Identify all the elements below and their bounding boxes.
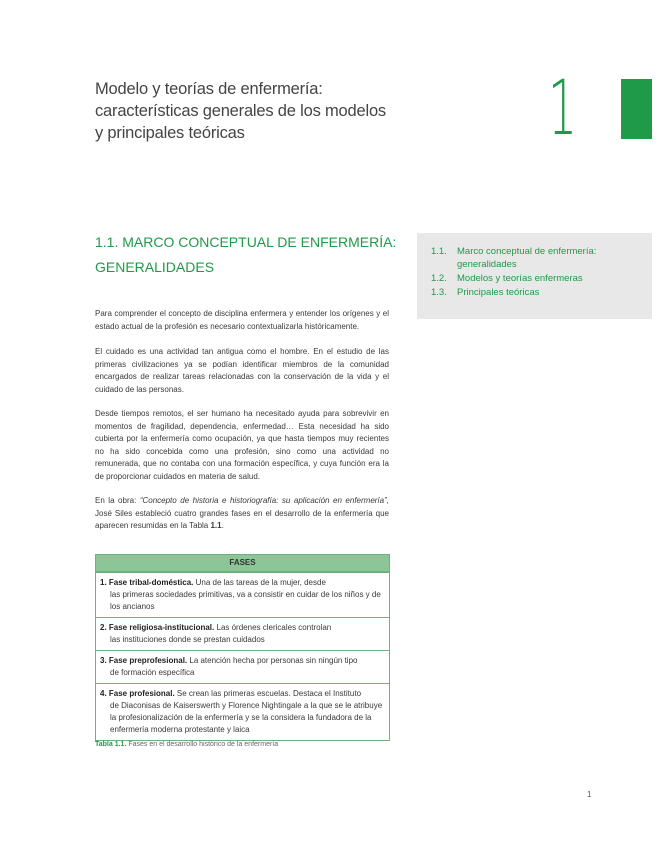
table-row [96,572,389,617]
text-run: . [221,521,224,530]
toc-item-label: Modelos y teorías enfermeras [457,273,583,284]
toc-item-number: 1.3. [431,287,447,298]
table-row [96,650,389,683]
text-run: José Siles estableció cuatro grandes fases en el desarrollo de la enfermería que aparecen resumidas en la Tabla [95,508,389,530]
toc-item-label: Marco conceptual de enfermería: generalidades [457,246,597,270]
chapter-title-line: Modelo y teorías de enfermería: [95,80,323,98]
toc-item-label: Principales teóricas [457,287,540,298]
chapter-title [95,78,425,144]
section-heading [95,230,405,280]
phase-text: las primeras sociedades primitivas, va a consistir en cuidar de los niños y de los ancianos [110,590,381,611]
text-run: En la obra: [95,496,140,505]
phase-title: 2. Fase religiosa-institucional. [100,623,215,632]
phase-text: de formación específica [110,668,195,677]
phase-text: Se crean las primeras escuelas. Destaca el Instituto [174,689,362,698]
page-number: 1 [587,790,592,799]
phase-text: Una de las tareas de la mujer, desde [193,578,326,587]
toc-item-number: 1.2. [431,273,447,284]
phase-text: Las órdenes clericales controlan [214,623,332,632]
phase-text: La atención hecha por personas sin ningún tipo [187,656,358,665]
chapter-marker-block [621,79,652,139]
phase-text: de Diaconisas de Kaiserswerth y Florence Nightingale a la que se le atribuye la profesionalización de la enfermería y se la considera la fundadora de la enfermería moderna protestante y laica [110,701,383,734]
chapter-title-line: características generales de los modelos [95,102,386,120]
body-paragraph: Desde tiempos remotos, el ser humano ha necesitado ayuda para sobrevivir en momentos de fragilidad, dependencia, enfermedad… Esta necesidad ha sido cubierta por la enfermería como ocupación, ya que hasta tiempos muy recientes no ha sido concebida como una profesión, sino como una actividad no remunerada, que no contaba con una formación específica, y cuya función era la de proporcionar cuidados en materia de salud. [95,409,389,481]
caption-text: Fases en el desarrollo histórico de la enfermería [126,741,279,748]
phase-title: 3. Fase preprofesional. [100,656,188,665]
phase-title: 1. Fase tribal-doméstica. [100,578,194,587]
table-caption [95,741,278,748]
body-paragraph: Para comprender el concepto de disciplina enfermera y entender los orígenes y el estado actual de la profesión es necesario contextualizarla históricamente. [95,309,389,331]
table-row [96,683,389,740]
body-paragraph: El cuidado es una actividad tan antigua como el hombre. En el estudio de las primeras civilizaciones ya se podían identificar miembros de la comunidad encargados de realizar tareas relacionadas con la conservación de la vida y el cuidado de las personas. [95,347,389,394]
body-paragraph [95,495,389,533]
phases-table [95,554,390,741]
section-heading-line: GENERALIDADES [95,259,215,275]
toc-item-number: 1.1. [431,246,447,257]
table-header: FASES [96,555,389,572]
caption-label: Tabla 1.1. [95,741,127,748]
section-heading-line: 1.1. MARCO CONCEPTUAL DE ENFERMERÍA: [95,234,397,250]
phase-title: 4. Fase profesional. [100,689,175,698]
toc-item[interactable] [431,246,641,271]
table-row [96,617,389,650]
chapter-number: 1 [548,63,578,152]
table-reference[interactable]: 1.1 [210,521,222,530]
chapter-toc [417,233,652,319]
phase-text: las instituciones donde se prestan cuidados [110,635,265,644]
cited-work: “Concepto de historia e historiografía: su aplicación en enfermería”, [139,496,389,505]
chapter-title-line: y principales teóricas [95,124,245,142]
